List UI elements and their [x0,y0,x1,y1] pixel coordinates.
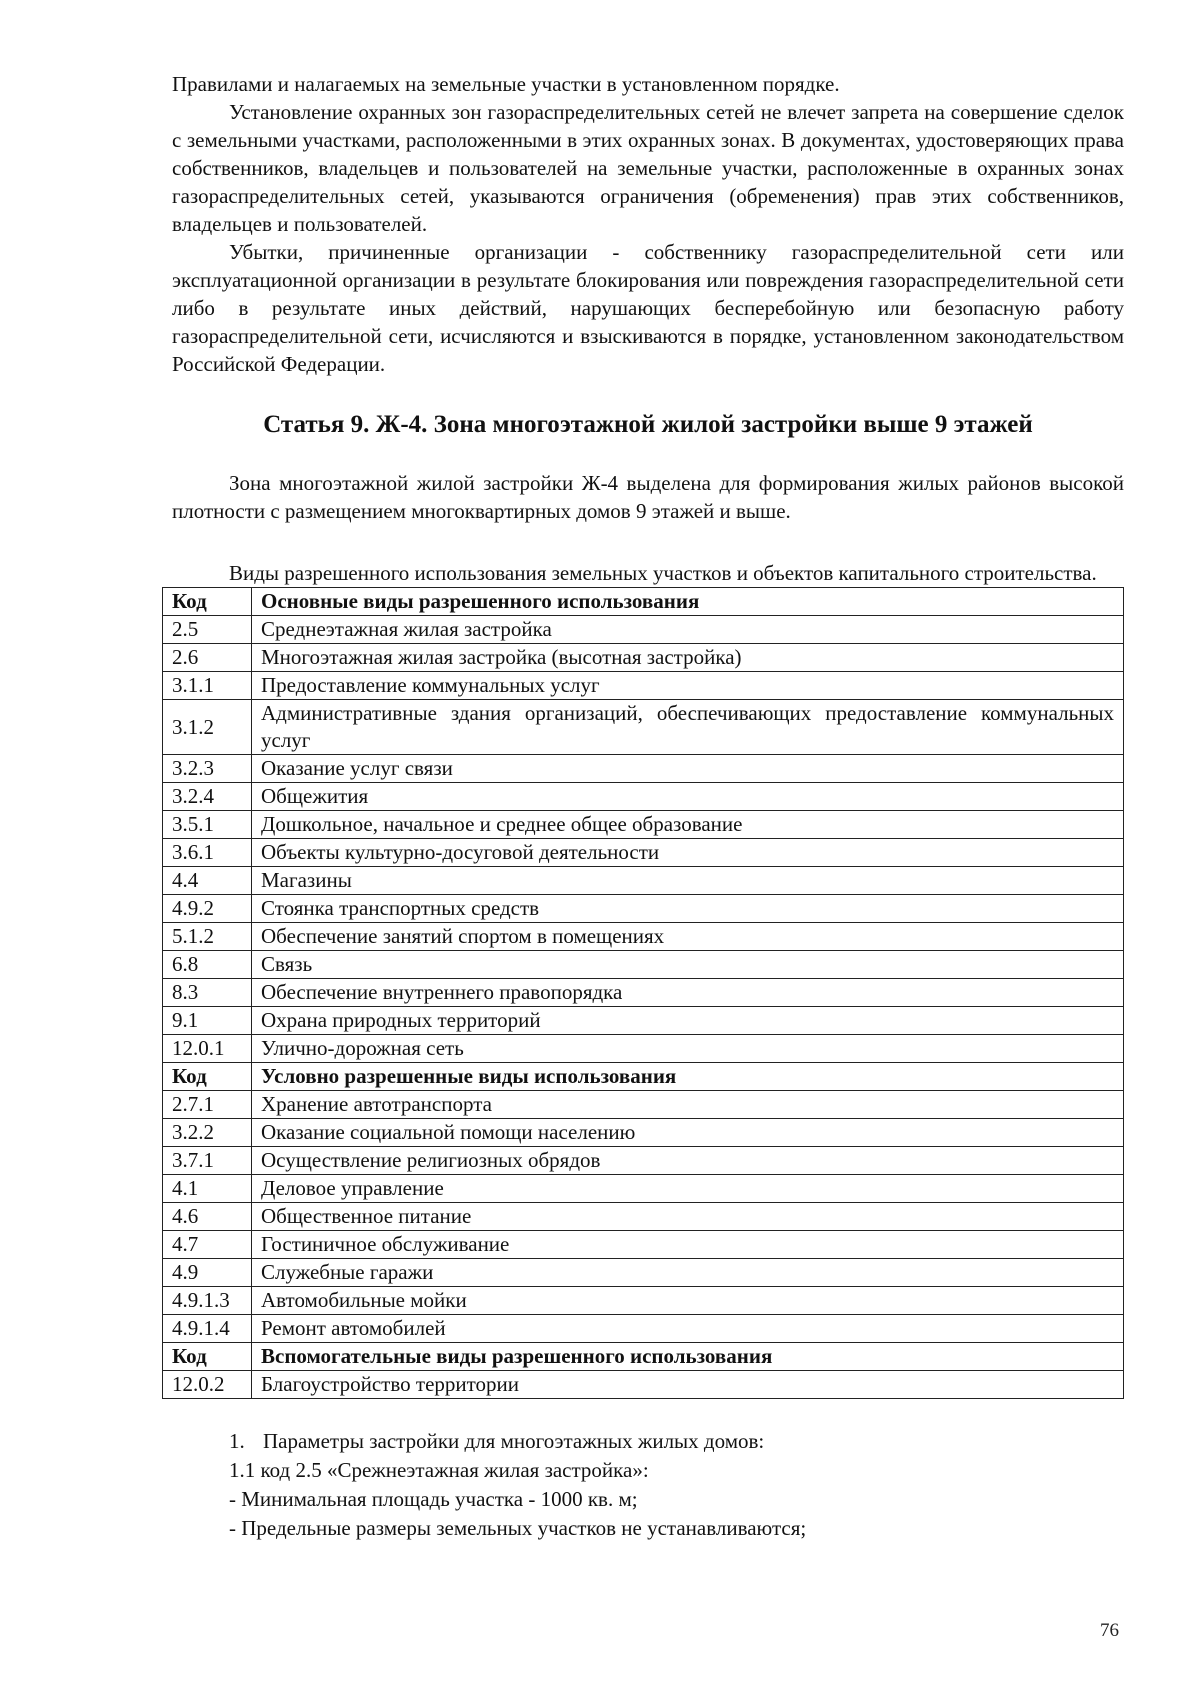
use-name-cell: Автомобильные мойки [252,1287,1124,1315]
section-title-cell: Вспомогательные виды разрешенного использования [252,1343,1124,1371]
table-row [163,644,1124,672]
use-name-cell: Хранение автотранспорта [252,1091,1124,1119]
table-row [163,1119,1124,1147]
table-intro: Виды разрешенного использования земельных участков и объектов капитального строительства. [229,561,1097,585]
code-cell: 4.9.1.4 [163,1315,252,1343]
min-area-line: - Минимальная площадь участка - 1000 кв. м; [229,1487,638,1511]
code-cell: 3.2.4 [163,783,252,811]
use-name-cell: Стоянка транспортных средств [252,895,1124,923]
code-cell: 2.5 [163,616,252,644]
use-name-cell: Объекты культурно-досуговой деятельности [252,839,1124,867]
code-header-cell: Код [163,1343,252,1371]
table-row [163,1287,1124,1315]
document-page [172,70,1124,1543]
use-name-cell: Оказание услуг связи [252,755,1124,783]
use-name-cell: Благоустройство территории [252,1371,1124,1399]
use-name-cell: Дошкольное, начальное и среднее общее образование [252,811,1124,839]
code-cell: 4.9 [163,1259,252,1287]
section-title-cell: Условно разрешенные виды использования [252,1063,1124,1091]
table-row [163,700,1124,755]
table-section-header-conditional [163,1063,1124,1091]
table-row [163,951,1124,979]
use-name-cell: Ремонт автомобилей [252,1315,1124,1343]
table-row [163,1315,1124,1343]
intro-paragraph-3: Убытки, причиненные организации - собственнику газораспределительной сети или эксплуатационной организации в результате блокирования или повреждения газораспределительной сети либо в результате иных действий, нарушающих бесперебойную или безопасную работу газораспределительной сети, исчисляются и взыскиваются в порядке, установленном законодательством Российской Федерации. [172,240,1124,376]
use-name-cell: Связь [252,951,1124,979]
section-title-cell: Основные виды разрешенного использования [252,588,1124,616]
table-row [163,1035,1124,1063]
code-cell: 3.1.2 [163,700,252,755]
table-row [163,923,1124,951]
table-row [163,783,1124,811]
parameters-item-1-text: Параметры застройки для многоэтажных жилых домов: [263,1429,765,1453]
code-cell: 4.9.1.3 [163,1287,252,1315]
code-cell: 4.7 [163,1231,252,1259]
code-cell: 4.4 [163,867,252,895]
code-cell: 3.1.1 [163,672,252,700]
table-row [163,1231,1124,1259]
code-header-cell: Код [163,588,252,616]
code-cell: 3.6.1 [163,839,252,867]
code-cell: 3.5.1 [163,811,252,839]
table-row [163,1147,1124,1175]
code-cell: 6.8 [163,951,252,979]
use-name-cell: Административные здания организаций, обеспечивающих предоставление коммунальных услуг [252,700,1124,755]
use-name-cell: Многоэтажная жилая застройка (высотная застройка) [252,644,1124,672]
zone-description: Зона многоэтажной жилой застройки Ж-4 выделена для формирования жилых районов высокой плотности с размещением многоквартирных домов 9 этажей и выше. [172,471,1124,523]
article-title: Статья 9. Ж-4. Зона многоэтажной жилой застройки выше 9 этажей [263,411,1033,438]
use-name-cell: Охрана природных территорий [252,1007,1124,1035]
use-name-cell: Общественное питание [252,1203,1124,1231]
table-section-header-main [163,588,1124,616]
code-cell: 2.6 [163,644,252,672]
code-cell: 4.9.2 [163,895,252,923]
table-row [163,1203,1124,1231]
use-name-cell: Оказание социальной помощи населению [252,1119,1124,1147]
table-row [163,811,1124,839]
table-row [163,1007,1124,1035]
use-name-cell: Среднеэтажная жилая застройка [252,616,1124,644]
code-cell: 3.2.3 [163,755,252,783]
table-row [163,1175,1124,1203]
table-row [163,755,1124,783]
code-header-cell: Код [163,1063,252,1091]
use-name-cell: Магазины [252,867,1124,895]
code-cell: 8.3 [163,979,252,1007]
code-cell: 12.0.2 [163,1371,252,1399]
table-row [163,979,1124,1007]
table-row [163,1091,1124,1119]
intro-paragraph-2: Установление охранных зон газораспределительных сетей не влечет запрета на совершение сделок с земельными участками, расположенными в этих охранных зонах. В документах, удостоверяющих права собственников, владельцев и пользователей на земельные участки, расположенные в охранных зонах газораспределительных сетей, указываются ограничения (обременения) прав этих собственников, владельцев и пользователей. [172,100,1124,236]
code-cell: 9.1 [163,1007,252,1035]
use-name-cell: Осуществление религиозных обрядов [252,1147,1124,1175]
table-row [163,1371,1124,1399]
code-cell: 4.1 [163,1175,252,1203]
code-cell: 3.7.1 [163,1147,252,1175]
use-name-cell: Улично-дорожная сеть [252,1035,1124,1063]
table-row [163,895,1124,923]
use-name-cell: Служебные гаражи [252,1259,1124,1287]
table-row [163,1259,1124,1287]
use-name-cell: Общежития [252,783,1124,811]
code-cell: 5.1.2 [163,923,252,951]
parameters-item-1-1: 1.1 код 2.5 «Срежнеэтажная жилая застройка»: [229,1458,649,1482]
parameters-item-1 [172,1427,1124,1456]
table-row [163,672,1124,700]
use-name-cell: Обеспечение внутреннего правопорядка [252,979,1124,1007]
permitted-use-table [162,587,1124,1399]
use-name-cell: Гостиничное обслуживание [252,1231,1124,1259]
code-cell: 3.2.2 [163,1119,252,1147]
use-name-cell: Предоставление коммунальных услуг [252,672,1124,700]
size-limits-line: - Предельные размеры земельных участков не устанавливаются; [229,1516,807,1540]
parameters-list [172,1427,1124,1543]
parameters-item-1-number: 1. [229,1429,245,1453]
use-name-cell: Обеспечение занятий спортом в помещениях [252,923,1124,951]
table-section-header-auxiliary [163,1343,1124,1371]
intro-paragraph-1: Правилами и налагаемых на земельные участки в установленном порядке. [172,72,840,96]
code-cell: 2.7.1 [163,1091,252,1119]
table-row [163,616,1124,644]
table-row [163,839,1124,867]
code-cell: 12.0.1 [163,1035,252,1063]
use-name-cell: Деловое управление [252,1175,1124,1203]
page-number: 76 [1100,1620,1119,1641]
table-row [163,867,1124,895]
code-cell: 4.6 [163,1203,252,1231]
